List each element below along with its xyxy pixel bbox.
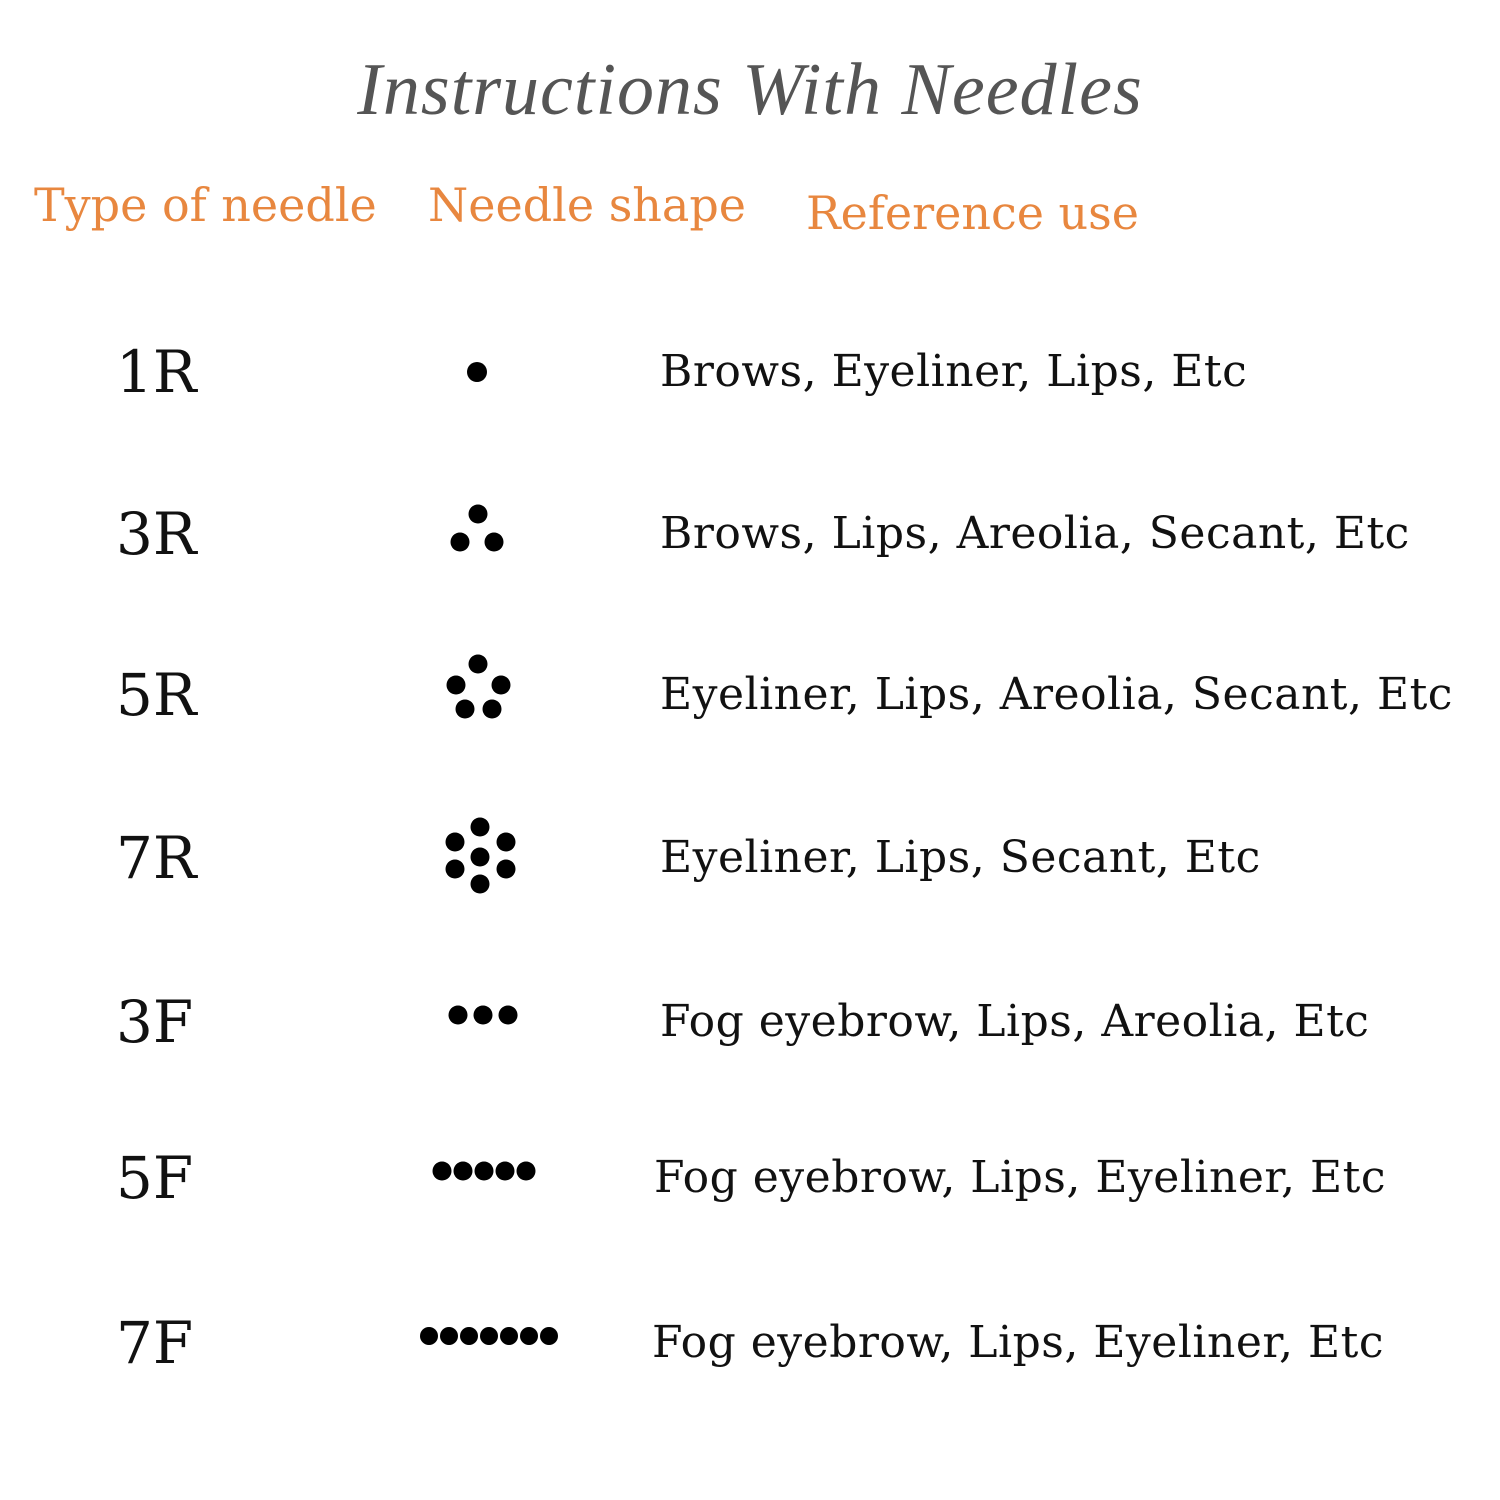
needle-dot xyxy=(447,676,466,695)
header-type-of-needle: Type of needle xyxy=(34,178,377,232)
needle-dot xyxy=(474,1006,493,1025)
needle-dot xyxy=(446,833,465,852)
table-row xyxy=(0,1128,1500,1228)
needle-dot xyxy=(497,833,516,852)
needle-dot xyxy=(469,655,488,674)
needle-shape-7f-icon xyxy=(400,1293,580,1393)
needle-dot xyxy=(471,848,490,867)
reference-use: Fog eyebrow, Lips, Eyeliner, Etc xyxy=(652,1317,1384,1368)
table-row xyxy=(0,645,1500,745)
needle-dot xyxy=(454,1162,473,1181)
table-row xyxy=(0,322,1500,422)
needle-dot xyxy=(440,1327,458,1345)
needle-dot xyxy=(520,1327,538,1345)
table-row xyxy=(0,484,1500,584)
header-reference-use: Reference use xyxy=(806,186,1140,240)
needle-dot xyxy=(540,1327,558,1345)
needle-dot xyxy=(460,1327,478,1345)
needle-dot xyxy=(492,676,511,695)
needle-type: 3F xyxy=(116,988,194,1056)
needle-dot xyxy=(483,700,502,719)
needle-dot xyxy=(420,1327,438,1345)
table-row xyxy=(0,808,1500,908)
needle-dot xyxy=(517,1162,536,1181)
needle-dot xyxy=(475,1162,494,1181)
reference-use: Eyeliner, Lips, Areolia, Secant, Etc xyxy=(660,669,1453,720)
needle-shape-7r-icon xyxy=(400,808,580,908)
needle-type: 5F xyxy=(116,1144,194,1212)
needle-dot xyxy=(497,860,516,879)
reference-use: Brows, Lips, Areolia, Secant, Etc xyxy=(660,508,1410,559)
needle-dot xyxy=(471,818,490,837)
needle-dot xyxy=(446,860,465,879)
needle-dot xyxy=(496,1162,515,1181)
needle-type: 7F xyxy=(116,1309,194,1377)
page-title: Instructions With Needles xyxy=(357,49,1143,131)
needle-dot xyxy=(471,875,490,894)
needle-dot xyxy=(480,1327,498,1345)
needle-type: 1R xyxy=(116,338,197,406)
header-needle-shape: Needle shape xyxy=(428,178,747,232)
needle-shape-3r-icon xyxy=(400,484,580,584)
needle-dot xyxy=(467,362,487,382)
needle-type: 5R xyxy=(116,661,197,729)
needle-dot xyxy=(485,533,504,552)
reference-use: Fog eyebrow, Lips, Areolia, Etc xyxy=(660,996,1370,1047)
needle-dot xyxy=(451,533,470,552)
reference-use: Eyeliner, Lips, Secant, Etc xyxy=(660,832,1261,883)
reference-use: Brows, Eyeliner, Lips, Etc xyxy=(660,346,1248,397)
reference-use: Fog eyebrow, Lips, Eyeliner, Etc xyxy=(654,1152,1386,1203)
needle-dot xyxy=(433,1162,452,1181)
needle-shape-5r-icon xyxy=(400,645,580,745)
needle-dot xyxy=(469,505,488,524)
needle-dot xyxy=(449,1006,468,1025)
table-row xyxy=(0,1293,1500,1393)
needle-shape-1r-icon xyxy=(400,322,580,422)
needle-shape-5f-icon xyxy=(400,1128,580,1228)
needle-type: 7R xyxy=(116,824,197,892)
needle-dot xyxy=(499,1006,518,1025)
table-row xyxy=(0,972,1500,1072)
needle-type: 3R xyxy=(116,500,197,568)
needle-shape-3f-icon xyxy=(400,972,580,1072)
needle-dot xyxy=(456,700,475,719)
needle-dot xyxy=(500,1327,518,1345)
